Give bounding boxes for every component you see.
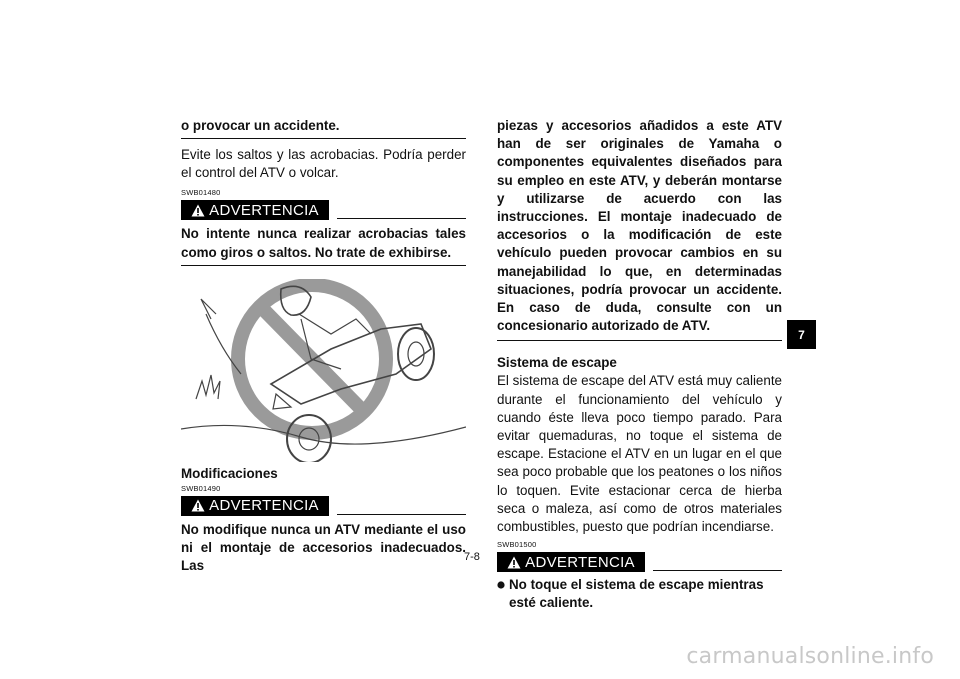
warning-label: ADVERTENCIA: [209, 201, 319, 219]
warning-badge: [181, 496, 329, 516]
reference-code: SWB01500: [497, 540, 537, 550]
bullet-dot-icon: [497, 576, 509, 612]
warning-continued-text: piezas y accesorios añadidos a este ATV han de ser originales de Yamaha o componentes equivalentes diseñados para su empleo en este ATV, y deberán montarse y utilizarse de acuerdo con las instrucciones. El montaje inadecuado de accesorios o la modificación de este vehículo pueden provocar cambios en su manejabilidad lo que, en determinadas situaciones, podría provocar un accidente. En caso de duda, consulte con un concesionario autorizado de ATV.: [497, 118, 782, 334]
warning-label: ADVERTENCIA: [209, 497, 319, 515]
reference-code: SWB01490: [181, 483, 221, 493]
warning-triangle-icon: [507, 556, 521, 569]
warning-triangle-icon: [191, 499, 205, 512]
chapter-tab: 7: [787, 320, 816, 349]
section-title: Modificaciones: [181, 465, 278, 481]
warning-rule: [653, 570, 782, 571]
warning-rule: [337, 218, 466, 219]
warning-badge: [497, 552, 645, 572]
body-paragraph: Evite los saltos y las acrobacias. Podría perder el control del ATV o volcar.: [181, 147, 466, 181]
warning-header: [497, 550, 782, 572]
intro-bold-text: o provocar un accidente.: [181, 118, 340, 133]
warning-header: [181, 494, 466, 516]
right-column: [497, 117, 782, 613]
section-title: Sistema de escape: [497, 355, 617, 371]
warning-text: No modifique nunca un ATV mediante el uso ni el montaje de accesorios inadecuados. Las: [181, 521, 466, 574]
warning-triangle-icon: [191, 204, 205, 217]
page-number: 7-8: [464, 551, 480, 563]
atv-wheelie-prohibited-illustration: [181, 279, 466, 462]
reference-code: SWB01480: [181, 188, 221, 198]
warning-badge: [181, 200, 329, 220]
bullet-text: No toque el sistema de escape mientras esté caliente.: [509, 577, 764, 611]
divider: [181, 265, 466, 266]
body-paragraph: El sistema de escape del ATV está muy caliente durante el funcionamiento del vehículo y cuando éste lleva poco tiempo parado. Para evitar quemaduras, no toque el sistema de escape. Estacione el ATV en un lugar en el que sea poco probable que los peatones o los niños lo toquen. Evite estacionar cerca de hierba seca o maleza, así como de otros materiales combustibles, puesto que podrían incendiarse.: [497, 373, 782, 535]
warning-rule: [337, 514, 466, 515]
list-item: [497, 576, 782, 612]
warning-header: [181, 198, 466, 220]
watermark: carmanualsonline.info: [686, 644, 934, 669]
warning-label: ADVERTENCIA: [525, 553, 635, 571]
left-column: [181, 117, 466, 575]
divider: [497, 340, 782, 341]
warning-text: No intente nunca realizar acrobacias tales como giros o saltos. No trate de exhibirse.: [181, 226, 466, 260]
divider: [181, 138, 466, 139]
